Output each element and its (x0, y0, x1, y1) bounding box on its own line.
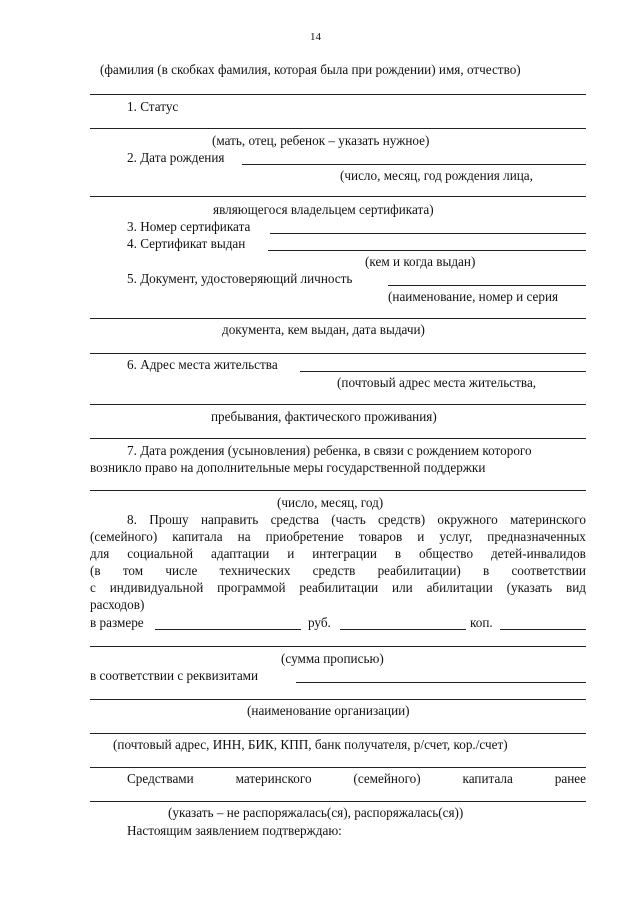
child-birth-date-line[interactable] (90, 490, 586, 491)
rub-label: руб. (308, 615, 331, 630)
request-paragraph-line-1: 8. Прошу направить средства (часть средств) окружного материнского (127, 512, 586, 527)
request-paragraph-line-3: для социальной адаптации и интеграции в общество детей-инвалидов (90, 546, 586, 561)
kop-label: коп. (470, 615, 493, 630)
prior-use-caption: (указать – не распоряжалась(ся), распоряжалась(ся)) (168, 805, 464, 820)
child-birth-date-caption: (число, месяц, год) (277, 495, 384, 510)
id-document-line-3[interactable] (90, 353, 586, 354)
address-line-3[interactable] (90, 438, 586, 439)
birth-date-label: 2. Дата рождения (127, 150, 225, 165)
child-birth-date-text-2: возникло право на дополнительные меры государственной поддержки (90, 460, 486, 475)
full-name-line[interactable] (90, 94, 586, 95)
prior-use-line[interactable] (90, 801, 586, 802)
id-document-caption-2: документа, кем выдан, дата выдачи) (222, 322, 425, 337)
organization-caption: (наименование организации) (247, 703, 410, 718)
id-document-caption-1: (наименование, номер и серия (388, 289, 559, 304)
request-paragraph-line-6: расходов) (90, 597, 145, 612)
amount-words-line[interactable] (90, 646, 586, 647)
requisites-label: в соответствии с реквизитами (90, 668, 259, 683)
amount-words-caption: (сумма прописью) (281, 651, 384, 666)
status-label: 1. Статус (127, 99, 179, 114)
certificate-issued-label: 4. Сертификат выдан (127, 236, 246, 251)
bank-details-line[interactable] (90, 767, 586, 768)
address-line[interactable] (300, 371, 586, 372)
birth-date-line-2[interactable] (90, 196, 586, 197)
status-line[interactable] (90, 128, 586, 129)
birth-date-caption-1: (число, месяц, год рождения лица, (340, 168, 533, 183)
prior-use-text: Средствами материнского (семейного) капитала ранее (127, 771, 586, 786)
birth-date-caption-2: являющегося владельцем сертификата) (213, 202, 434, 217)
certificate-issued-caption: (кем и когда выдан) (365, 254, 476, 269)
child-birth-date-text-1: 7. Дата рождения (усыновления) ребенка, в связи с рождением которого (127, 443, 532, 458)
bank-details-caption: (почтовый адрес, ИНН, БИК, КПП, банк получателя, р/счет, кор./счет) (113, 737, 508, 752)
amount-kop-line[interactable] (340, 629, 466, 630)
address-label: 6. Адрес места жительства (127, 357, 278, 372)
page-number: 14 (310, 31, 321, 43)
request-paragraph-line-4: (в том числе технических средств реабилитации) в соответствии (90, 563, 586, 578)
address-caption-2: пребывания, фактического проживания) (211, 409, 437, 424)
birth-date-line[interactable] (242, 164, 586, 165)
request-paragraph-line-5: с индивидуальной программой реабилитации или абилитации (указать вид (90, 580, 586, 595)
requisites-line[interactable] (296, 682, 586, 683)
certificate-issued-line[interactable] (268, 250, 586, 251)
full-name-caption: (фамилия (в скобках фамилия, которая была при рождении) имя, отчество) (100, 62, 521, 77)
request-paragraph-line-2: (семейного) капитала на приобретение товаров и услуг, предназначенных (90, 529, 586, 544)
address-caption-1: (почтовый адрес места жительства, (337, 375, 537, 390)
address-line-2[interactable] (90, 404, 586, 405)
certificate-number-line[interactable] (270, 233, 586, 234)
amount-label: в размере (90, 615, 144, 630)
amount-extra-line[interactable] (500, 629, 586, 630)
certificate-number-label: 3. Номер сертификата (127, 219, 251, 234)
amount-rub-line[interactable] (155, 629, 301, 630)
id-document-line-2[interactable] (90, 318, 586, 319)
requisites-line-2[interactable] (90, 699, 586, 700)
status-caption: (мать, отец, ребенок – указать нужное) (212, 133, 430, 148)
organization-line[interactable] (90, 733, 586, 734)
id-document-line[interactable] (388, 285, 586, 286)
confirmation-text: Настоящим заявлением подтверждаю: (127, 823, 342, 838)
id-document-label: 5. Документ, удостоверяющий личность (127, 271, 353, 286)
